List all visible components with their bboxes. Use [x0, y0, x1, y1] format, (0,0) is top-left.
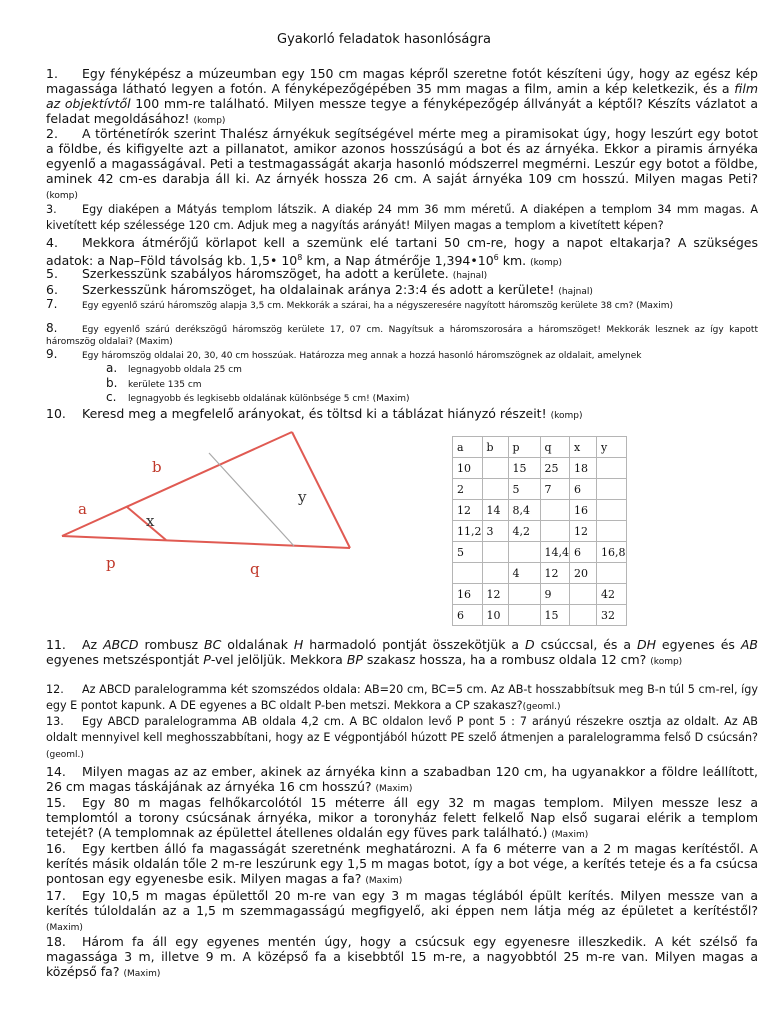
table-cell: 8,4: [508, 500, 540, 521]
table-cell: [597, 458, 627, 479]
table-cell: 12: [540, 563, 570, 584]
problem-12: 12. Az ABCD paralelogramma két szomszédos oldala: AB=20 cm, BC=5 cm. Az AB-t hosszabbítsuk meg B-n túl 5 cm-rel, így egy E pontot kapunk. A DE egyenes a BC oldalt P-ben metszi. Mekkora a CP szakasz?(geoml.): [46, 683, 758, 712]
table-cell: 10: [453, 458, 483, 479]
table-cell: [597, 521, 627, 542]
source-tag: (komp): [530, 258, 563, 269]
table-cell: 6: [570, 542, 597, 563]
table-cell: 10: [482, 605, 508, 626]
problem-15: 15. Egy 80 m magas felhőkarcolótól 15 méterre áll egy 32 m magas templom. Milyen messze lesz a templomtól a torony csúcsának árnyéka, mikor a toronyház felett felkelő Nap első sugarai elérik a templom tetejét? (A templomnak az épülettel átellenes oldalán egy füves park található.) (Maxim): [46, 795, 758, 840]
source-tag: (hajnal): [452, 271, 488, 281]
side-b-line: [62, 432, 292, 536]
problem-number: 5.: [46, 266, 58, 281]
problem-10: 10. Keresd meg a megfelelő arányokat, és töltsd ki a táblázat hiányzó részeit! (komp): [46, 406, 583, 421]
problem-16: 16. Egy kertben álló fa magasságát szeretnénk meghatározni. A fa 6 méterre van a 2 m magas kerítéstől. A kerítés másik oldalán tőle 2 m-re leszúrunk egy 1,5 m magas botot, így a bot vége, a kerítés teteje és a fa csúcsa pontosan egy egyenesbe esik. Milyen magas a fa? (Maxim): [46, 841, 758, 886]
problem-number: 8.: [46, 321, 58, 335]
problem-5: 5. Szerkesszünk szabályos háromszöget, ha adott a kerülete. (hajnal): [46, 266, 488, 281]
source-tag: (komp): [193, 116, 226, 126]
problem-number: 12.: [46, 683, 64, 696]
table-cell: [508, 605, 540, 626]
problem-number: 7.: [46, 297, 58, 311]
table-cell: [453, 563, 483, 584]
label-y: y: [298, 488, 307, 506]
source-tag: (Maxim): [375, 784, 413, 794]
table-header-row: [453, 437, 627, 458]
table-cell: 6: [453, 605, 483, 626]
table-cell: 18: [570, 458, 597, 479]
problem-18: 18. Három fa áll egy egyenes mentén úgy, hogy a csúcsuk egy egyenesre illeszkedik. A két szélső fa magassága 3 m, illetve 9 m. A középső fa a kisebbtől 15 m-re, a nagyobbtól 25 m-re van. Milyen magas a középső fa? (Maxim): [46, 934, 758, 979]
header-cell: q: [540, 437, 570, 458]
table-cell: 42: [597, 584, 627, 605]
header-cell: y: [597, 437, 627, 458]
label-b: b: [152, 458, 162, 476]
table-cell: 32: [597, 605, 627, 626]
problem-9-subitem-c: c. legnagyobb és legkisebb oldalának különbsége 5 cm! (Maxim): [106, 390, 410, 404]
problem-2: 2. A történetírók szerint Thalész árnyékuk segítségével mérte meg a piramisokat úgy, hogy leszúrt egy botot a földbe, és kifigyelte azt a pillanatot, amikor azonos hosszúságú a bot és az árnyéka. Ekkor a piramis árnyéka egyenlő a magasságával. Peti a testmagasságát akarja hasonló módszerrel megmérni. Leszúr egy botot a földbe, aminek 42 cm-es darabja áll ki. Az árnyék hossza 26 cm. A saját árnyéka 109 cm hosszú. Milyen magas Peti? (komp): [46, 126, 758, 201]
header-cell: p: [508, 437, 540, 458]
table-cell: 2: [453, 479, 483, 500]
problem-number: 13.: [46, 715, 64, 728]
table-row: [453, 563, 627, 584]
table-cell: [482, 479, 508, 500]
problem-7: 7. Egy egyenlő szárú háromszög alapja 3,5 cm. Mekkorák a szárai, ha a négyszeresére nagyított háromszög kerülete 38 cm? (Maxim): [46, 297, 674, 311]
table-cell: [597, 500, 627, 521]
table-row: [453, 605, 627, 626]
table-cell: 14: [482, 500, 508, 521]
table-row: [453, 542, 627, 563]
table-cell: 14,4: [540, 542, 570, 563]
problem-number: 2.: [46, 126, 58, 141]
table-cell: 5: [508, 479, 540, 500]
problem-number: 10.: [46, 406, 66, 421]
table-row: [453, 479, 627, 500]
problem-number: 1.: [46, 66, 58, 81]
table-cell: 3: [482, 521, 508, 542]
table-cell: 16: [453, 584, 483, 605]
problem-number: 15.: [46, 795, 66, 810]
table-cell: 7: [540, 479, 570, 500]
problem-number: 18.: [46, 934, 66, 949]
problem-14: 14. Milyen magas az az ember, akinek az árnyéka kinn a szabadban 120 cm, ha ugyanakkor a földre leállított, 26 cm magas táskájának az árnyéka 16 cm hosszú? (Maxim): [46, 764, 758, 794]
table-cell: 12: [453, 500, 483, 521]
problem-17: 17. Egy 10,5 m magas épülettől 20 m-re van egy 3 m magas téglából épült kerítés. Milyen messze van a kerítés túloldalán az a 1,5 m szemmagasságú megfigyelő, aki éppen nem látja még az épületet a kerítéstől? (Maxim): [46, 888, 758, 933]
source-tag: (komp): [550, 411, 583, 421]
table-cell: [540, 500, 570, 521]
problem-6: 6. Szerkesszünk háromszöget, ha oldalainak aránya 2:3:4 és adott a kerülete! (hajnal): [46, 282, 593, 297]
problem-number: 11.: [46, 637, 66, 652]
problem-number: 16.: [46, 841, 66, 856]
problem-number: 4.: [46, 235, 58, 250]
header-cell: a: [453, 437, 483, 458]
source-tag: (geoml.): [46, 750, 84, 760]
table-cell: 4: [508, 563, 540, 584]
problem-8: 8. Egy egyenlő szárú derékszögű háromszög kerülete 17, 07 cm. Nagyítsuk a háromszorosára a háromszöget! Mekkorák lesznek az így kapott háromszög oldalai? (Maxim): [46, 321, 758, 347]
table-cell: 16: [570, 500, 597, 521]
source-tag: (Maxim): [46, 923, 83, 933]
label-a: a: [78, 500, 87, 518]
table-cell: [508, 584, 540, 605]
table-cell: 25: [540, 458, 570, 479]
source-tag: (Maxim): [365, 876, 403, 886]
source-tag: (geoml.): [522, 702, 561, 712]
problem-9-subitem-b: b. kerülete 135 cm: [106, 376, 202, 390]
table-cell: [570, 584, 597, 605]
label-x: x: [146, 512, 155, 530]
table-cell: [482, 458, 508, 479]
table-cell: [597, 563, 627, 584]
source-tag: (komp): [650, 657, 683, 667]
similar-triangles-figure: [54, 428, 384, 588]
table-cell: 4,2: [508, 521, 540, 542]
problem-11: 11. Az ABCD rombusz BC oldalának H harmadoló pontját összekötjük a D csúccsal, és a DH egyenes és AB egyenes metszéspontját P-vel jelöljük. Mekkora BP szakasz hossza, ha a rombusz oldala 12 cm? (komp): [46, 637, 758, 667]
problem-9-subitem-a: a. legnagyobb oldala 25 cm: [106, 361, 242, 375]
label-q: q: [250, 560, 260, 578]
problem-number: 9.: [46, 347, 58, 361]
table-row: [453, 584, 627, 605]
ratio-table: [452, 436, 627, 626]
table-cell: 16,8: [597, 542, 627, 563]
side-pq-line: [62, 536, 350, 548]
table-cell: 12: [570, 521, 597, 542]
table-row: [453, 458, 627, 479]
parallel-y-line: [209, 453, 294, 546]
table-cell: [570, 605, 597, 626]
table-cell: [540, 521, 570, 542]
table-row: [453, 500, 627, 521]
problem-3: 3. Egy diaképen a Mátyás templom látszik. A diakép 24 mm 36 mm méretű. A diaképen a templom 34 mm magas. A kivetített kép szélessége 120 cm. Adjuk meg a nagyítás arányát! Milyen magas a templom a kivetített képen?: [46, 203, 758, 232]
source-tag: (Maxim): [551, 830, 589, 840]
table-cell: [597, 479, 627, 500]
table-row: [453, 521, 627, 542]
page-title: Gyakorló feladatok hasonlóságra: [277, 32, 491, 47]
problem-number: 14.: [46, 764, 66, 779]
source-tag: (Maxim): [123, 969, 161, 979]
problem-4: 4. Mekkora átmérőjű körlapot kell a szemünk elé tartani 50 cm-re, hogy a napot eltakarja? A szükséges adatok: a Nap–Föld távolság kb. 1,5• $10^8$ km, a Nap átmérője $1,394•10^6$ km. (komp): [46, 235, 758, 269]
table-cell: 12: [482, 584, 508, 605]
table-cell: 20: [570, 563, 597, 584]
source-tag: (hajnal): [558, 287, 593, 297]
table-cell: [482, 542, 508, 563]
header-cell: x: [570, 437, 597, 458]
header-cell: b: [482, 437, 508, 458]
table-cell: [482, 563, 508, 584]
triangle-lines: [62, 432, 350, 548]
table-cell: 5: [453, 542, 483, 563]
table-cell: 9: [540, 584, 570, 605]
source-tag: (komp): [46, 191, 78, 201]
table-cell: 11,2: [453, 521, 483, 542]
problem-number: 6.: [46, 282, 58, 297]
table-cell: 15: [508, 458, 540, 479]
problem-9: 9. Egy háromszög oldalai 20, 30, 40 cm hosszúak. Határozza meg annak a hozzá hasonló háromszögnek az oldalait, amelynek: [46, 347, 642, 361]
table-cell: 15: [540, 605, 570, 626]
problem-13: 13. Egy ABCD paralelogramma AB oldala 4,2 cm. A BC oldalon levő P pont 5 : 7 arányú részekre osztja az oldalt. Az AB oldalt mennyivel kell meghosszabbítani, hogy az E végpontjából húzott PE szelő átmenjen a paralelogramma felső D csúcsán?(geoml.): [46, 715, 758, 760]
problem-number: 17.: [46, 888, 66, 903]
problem-number: 3.: [46, 203, 57, 216]
table-cell: [508, 542, 540, 563]
label-p: p: [106, 554, 116, 572]
table-cell: 6: [570, 479, 597, 500]
problem-1: 1. Egy fényképész a múzeumban egy 150 cm magas képről szeretne fotót készíteni úgy, hogy az egész kép magassága látható legyen a fotón. A fényképezőgépében 35 mm magas a film, amin a kép keletkezik, és a film az objektívtől 100 mm-re található. Milyen messze tegye a fényképezőgép állványát a képtől? Készíts vázlatot a feladat megoldásához! (komp): [46, 66, 758, 126]
